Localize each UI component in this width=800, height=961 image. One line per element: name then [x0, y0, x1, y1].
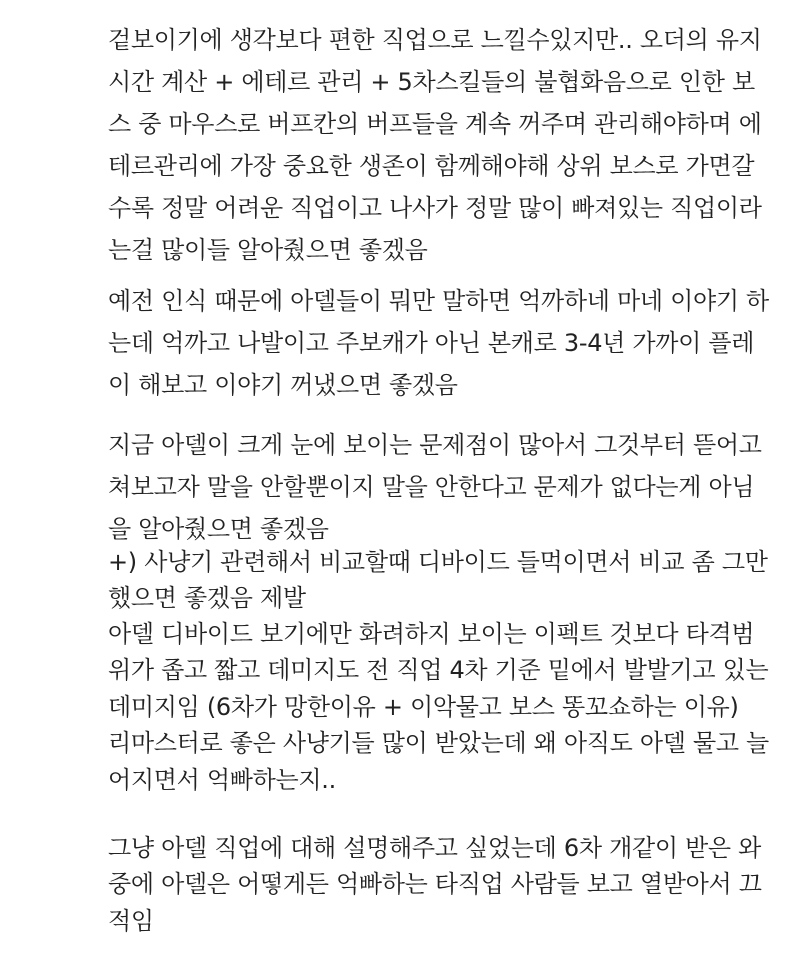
text-line: 쳐보고자 말을 안할뿐이지 말을 안한다고 문제가 없다는게 아님: [108, 473, 755, 501]
text-line: 위가 좁고 짧고 데미지도 전 직업 4차 기준 밑에서 발발기고 있는: [108, 656, 769, 684]
text-line: 그냥 아델 직업에 대해 설명해주고 싶었는데 6차 개같이 받은 와: [108, 834, 762, 862]
text-line: 적임: [108, 907, 154, 935]
text-line: 이 해보고 이야기 꺼냈으면 좋겠음: [108, 371, 458, 399]
text-line: 는걸 많이들 알아줬으면 좋겠음: [108, 236, 428, 264]
text-line: 했으면 좋겠음 제발: [108, 584, 306, 612]
text-line: 시간 계산 + 에테르 관리 + 5차스킬들의 불협화음으로 인한 보: [108, 68, 755, 96]
text-line: 데미지임 (6차가 망한이유 + 이악물고 보스 똥꼬쇼하는 이유): [108, 693, 739, 721]
text-line: 중에 아델은 어떻게든 억빠하는 타직업 사람들 보고 열받아서 끄: [108, 870, 762, 898]
text-line: 아델 디바이드 보기에만 화려하지 보이는 이펙트 것보다 타격범: [108, 620, 755, 648]
text-line: +) 사냥기 관련해서 비교할때 디바이드 들먹이면서 비교 좀 그만: [108, 548, 768, 576]
text-line: 지금 아델이 크게 눈에 보이는 문제점이 많아서 그것부터 뜯어고: [108, 431, 762, 459]
text-line: 어지면서 억빠하는지..: [108, 766, 336, 794]
text-line: 리마스터로 좋은 사냥기들 많이 받았는데 왜 아직도 아델 물고 늘: [108, 729, 769, 757]
text-line: 테르관리에 가장 중요한 생존이 함께해야해 상위 보스로 가면갈: [108, 152, 755, 180]
text-line: 스 중 마우스로 버프칸의 버프들을 계속 꺼주며 관리해야하며 에: [108, 110, 762, 138]
text-line: 예전 인식 때문에 아델들이 뭐만 말하면 억까하네 마네 이야기 하: [108, 287, 769, 315]
text-line: 수록 정말 어려운 직업이고 나사가 정말 많이 빠져있는 직업이라: [108, 194, 762, 222]
text-line: 을 알아줬으면 좋겠음: [108, 515, 329, 543]
text-line: 는데 억까고 나발이고 주보캐가 아닌 본캐로 3-4년 가까이 플레: [108, 329, 755, 357]
text-line: 겉보이기에 생각보다 편한 직업으로 느낄수있지만.. 오더의 유지: [108, 26, 762, 54]
